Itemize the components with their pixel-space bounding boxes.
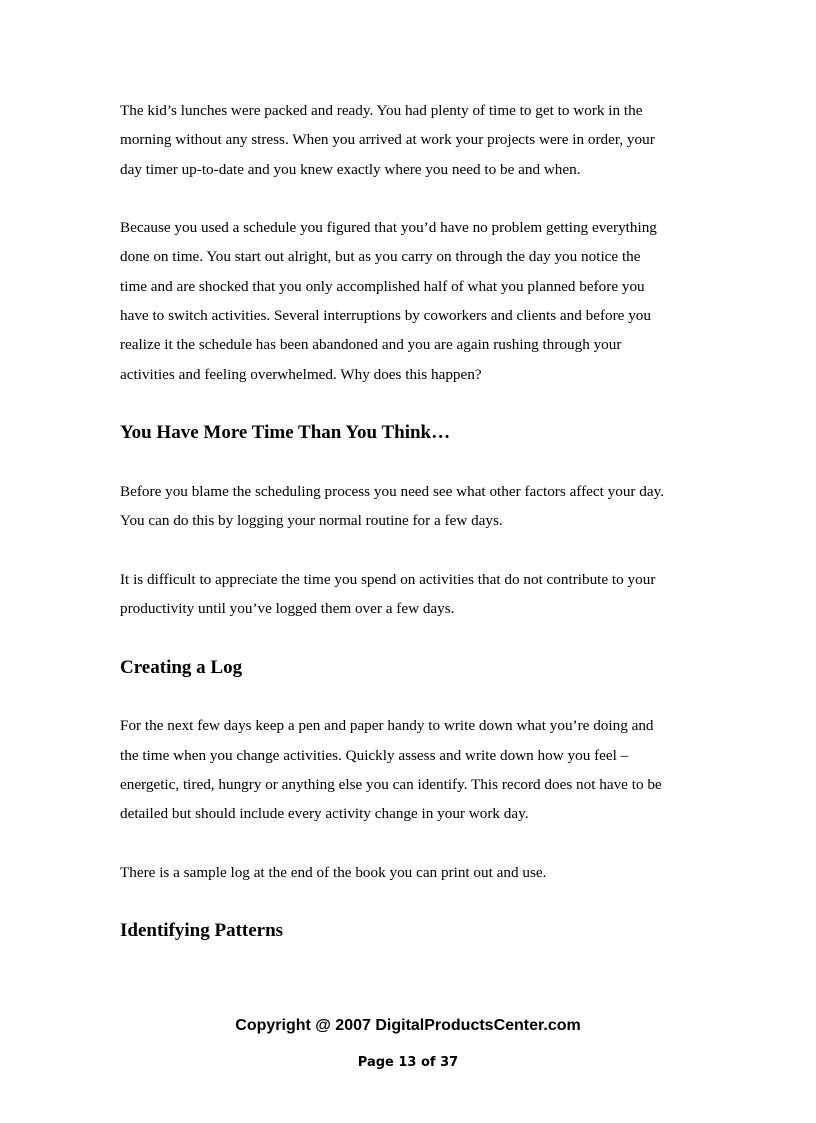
paragraph-lunches	[120, 96, 710, 184]
heading-creating-log: Creating a Log	[120, 656, 243, 678]
heading-more-time: You Have More Time Than You Think…	[120, 422, 451, 444]
text-line: For the next few days keep a pen and paper handy to write down what you’re doing and	[120, 717, 654, 735]
text-line: Before you blame the scheduling process you need see what other factors affect your day.	[120, 482, 665, 500]
text-line: time and are shocked that you only accomplished half of what you planned before you	[120, 277, 645, 295]
text-line: have to switch activities. Several interruptions by coworkers and clients and before you	[120, 307, 651, 325]
text-line: Because you used a schedule you figured that you’d have no problem getting everything	[120, 219, 657, 237]
text-line: You can do this by logging your normal routine for a few days.	[120, 512, 503, 530]
paragraph-schedule	[120, 213, 710, 389]
document-body	[120, 96, 710, 946]
paragraph-sample-log	[120, 858, 710, 887]
paragraph-blame-scheduling	[120, 477, 710, 536]
text-line: day timer up-to-date and you knew exactly where you need to be and when.	[120, 160, 581, 178]
paragraph-appreciate-time	[120, 565, 710, 624]
text-line: detailed but should include every activity change in your work day.	[120, 805, 529, 823]
text-line: done on time. You start out alright, but as you carry on through the day you notice the	[120, 248, 641, 266]
heading-identifying-patterns: Identifying Patterns	[120, 920, 284, 942]
footer-page-number: Page 13 of 37	[357, 1055, 459, 1070]
text-line: There is a sample log at the end of the book you can print out and use.	[120, 863, 547, 881]
text-line: energetic, tired, hungry or anything else you can identify. This record does not have to be	[120, 775, 662, 793]
footer-copyright: Copyright @ 2007 DigitalProductsCenter.com	[235, 1017, 581, 1034]
text-line: realize it the schedule has been abandoned and you are again rushing through your	[120, 336, 622, 354]
text-line: It is difficult to appreciate the time you spend on activities that do not contribute to your	[120, 570, 656, 588]
text-line: activities and feeling overwhelmed. Why does this happen?	[120, 365, 482, 383]
text-line: the time when you change activities. Quickly assess and write down how you feel –	[120, 746, 629, 764]
paragraph-next-few-days	[120, 711, 710, 828]
text-line: morning without any stress. When you arrived at work your projects were in order, your	[120, 131, 655, 149]
text-line: productivity until you’ve logged them over a few days.	[120, 600, 455, 618]
text-line: The kid’s lunches were packed and ready. You had plenty of time to get to work in the	[120, 102, 643, 119]
